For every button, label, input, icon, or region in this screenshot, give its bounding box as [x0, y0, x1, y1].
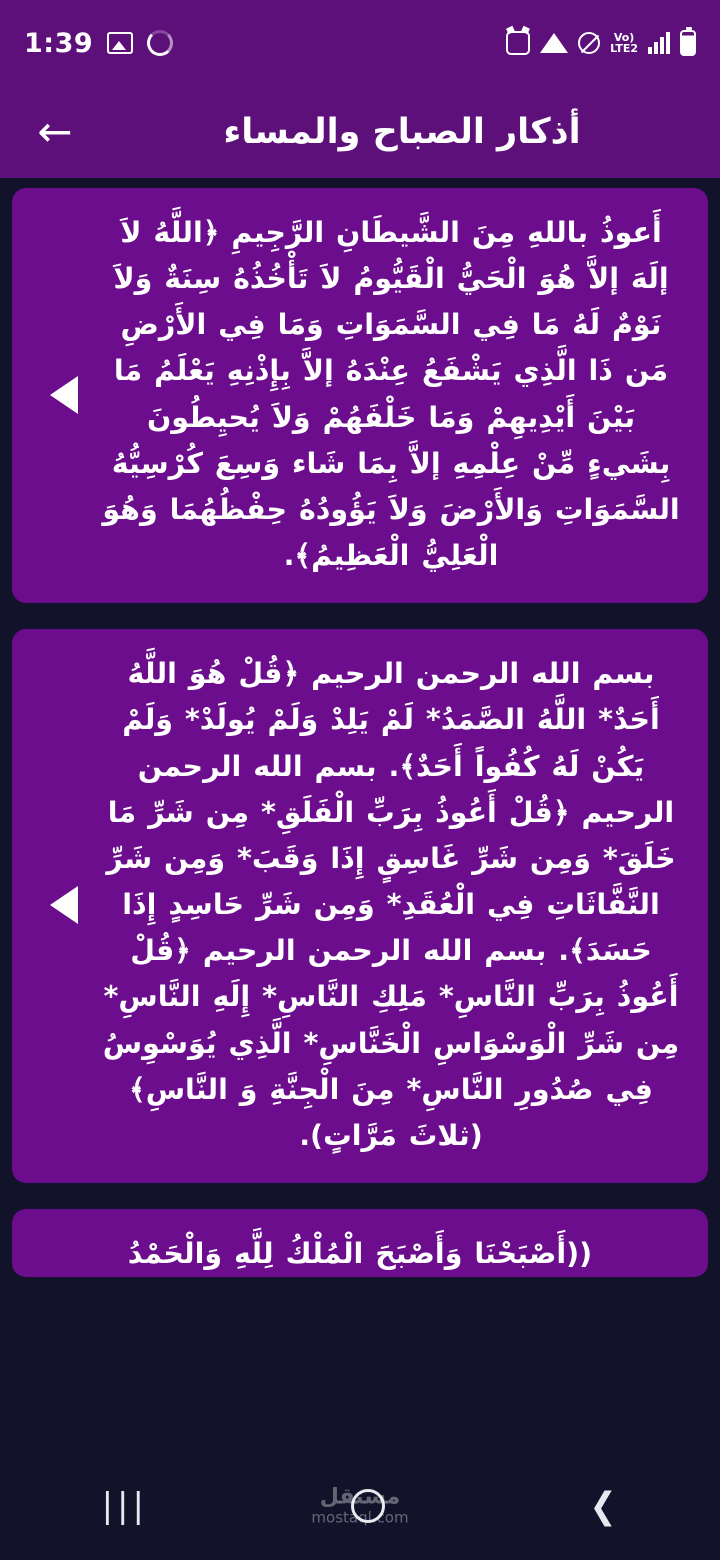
status-bar-left: [24, 28, 173, 59]
wifi-icon: [540, 33, 568, 53]
recent-apps-icon[interactable]: |||: [101, 1486, 148, 1526]
volte-label-bottom: LTE2: [610, 42, 638, 55]
home-icon[interactable]: [351, 1489, 385, 1523]
volte-label-top: Vo): [613, 31, 635, 44]
dhikr-list[interactable]: [0, 178, 720, 1452]
signal-bars-icon: [648, 32, 670, 54]
dhikr-text: أَعوذُ باللهِ مِنَ الشَّيطَانِ الرَّجِيمِ ﴿اللَّهُ لاَ إلَهَ إلاَّ هُوَ الْحَيُّ الْقَيُّومُ لاَ تَأْخُذُهُ سِنَةٌ وَلاَ نَوْمٌ لَهُ مَا فِي السَّمَوَاتِ وَمَا فِي الأَرْضِ مَن ذَا الَّذِي يَشْفَعُ عِنْدَهُ إلاَّ بِإِذْنِهِ يَعْلَمُ مَا بَيْنَ أَيْدِيهِمْ وَمَا خَلْفَهُمْ وَلاَ يُحيِطُونَ بِشَيءٍ مِّنْ عِلْمِهِ إلاَّ بِمَا شَاء وَسِعَ كُرْسِيُّهُ السَّمَوَاتِ وَالأَرْضَ وَلاَ يَؤُودُهُ حِفْظُهُمَا وَهُوَ الْعَلِيُّ الْعَظِيمُ﴾.: [102, 216, 680, 573]
system-nav-bar: [0, 1452, 720, 1560]
play-icon[interactable]: [38, 886, 90, 924]
status-clock: 1:39: [24, 27, 94, 59]
spinner-icon: [147, 30, 173, 56]
photo-icon: [107, 32, 133, 54]
battery-icon: [680, 30, 696, 56]
nav-back-icon[interactable]: ❮: [589, 1485, 617, 1527]
status-bar-right: [506, 30, 696, 56]
dhikr-card[interactable]: [12, 188, 708, 603]
volte-icon: [610, 32, 638, 54]
alarm-icon: [506, 31, 530, 55]
watermark-arabic: مستقل: [319, 1484, 401, 1510]
watermark-latin: mostaql.com: [311, 1509, 409, 1528]
page-title: أذكار الصباح والمساء: [223, 112, 581, 152]
status-bar: [0, 0, 720, 86]
back-arrow-icon[interactable]: ←: [37, 107, 73, 156]
dhikr-card[interactable]: [12, 1209, 708, 1277]
dhikr-text: بسم الله الرحمن الرحيم ﴿قُلْ هُوَ اللَّهُ أَحَدٌ* اللَّهُ الصَّمَدُ* لَمْ يَلِدْ وَلَمْ يُولَدْ* وَلَمْ يَكُنْ لَهُ كُفُواً أَحَدٌ﴾. بسم الله الرحمن الرحيم ﴿قُلْ أَعُوذُ بِرَبِّ الْفَلَقِ* مِن شَرِّ مَا خَلَقَ* وَمِن شَرِّ غَاسِقٍ إِذَا وَقَبَ* وَمِن شَرِّ النَّفَّاثَاتِ فِي الْعُقَدِ* وَمِن شَرِّ حَاسِدٍ إِذَا حَسَدَ﴾. بسم الله الرحمن الرحيم ﴿قُلْ أَعُوذُ بِرَبِّ النَّاسِ* مَلِكِ النَّاسِ* إِلَهِ النَّاسِ* مِن شَرِّ الْوَسْوَاسِ الْخَنَّاسِ* الَّذِي يُوَسْوِسُ فِي صُدُورِ النَّاسِ* مِنَ الْجِنَّةِ وَ النَّاسِ﴾ (ثلاثَ مَرَّاتٍ).: [102, 657, 680, 1152]
dhikr-text: ((أَصْبَحْنَا وَأَصْبَحَ الْمُلْكُ لِلَّهِ وَالْحَمْدُ: [127, 1236, 593, 1270]
app-bar: [0, 86, 720, 178]
play-icon[interactable]: [38, 376, 90, 414]
dhikr-card[interactable]: [12, 629, 708, 1183]
mute-icon: [578, 32, 600, 54]
